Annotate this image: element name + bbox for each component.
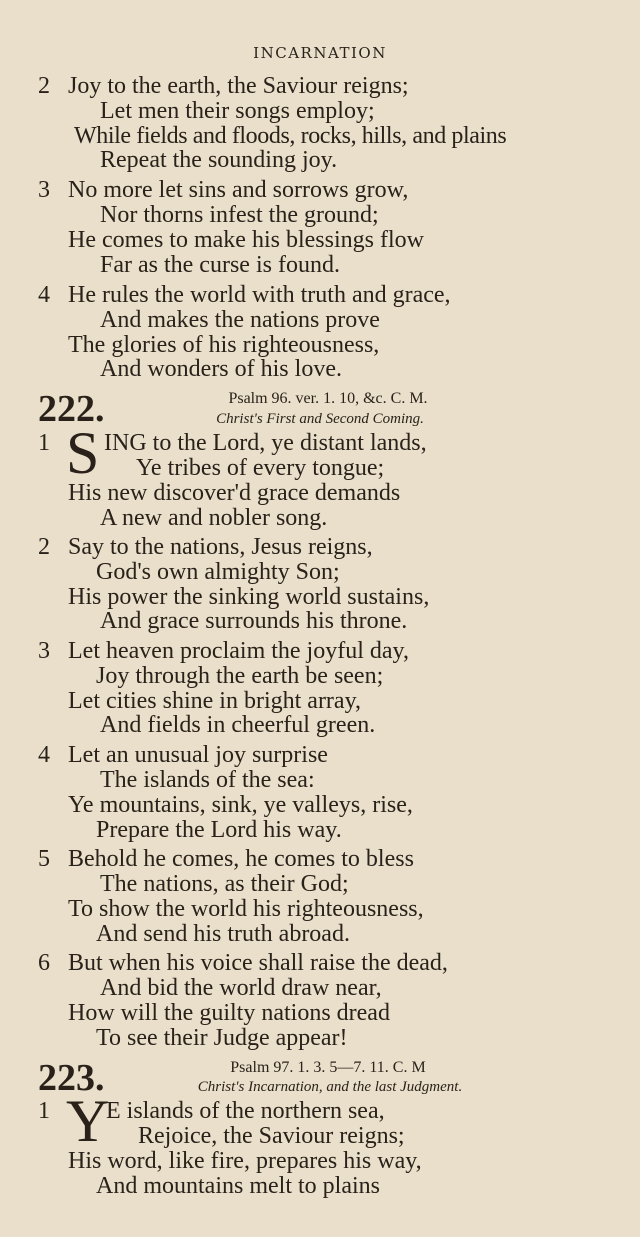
verse-line: Behold he comes, he comes to bless xyxy=(68,846,414,872)
verse-line: Rejoice, the Saviour reigns; xyxy=(138,1123,405,1149)
verse-line: Nor thorns infest the ground; xyxy=(100,202,379,228)
verse-line: And makes the nations prove xyxy=(100,307,380,333)
stanza-number: 5 xyxy=(38,846,50,872)
verse-line: To see their Judge appear! xyxy=(96,1025,348,1051)
stanza-number: 3 xyxy=(38,638,50,664)
hymn-meta: Psalm 97. 1. 3. 5—7. 11. C. M xyxy=(230,1059,426,1076)
verse-line: Let men their songs employ; xyxy=(100,98,375,124)
stanza-number: 1 xyxy=(38,1098,50,1124)
verse-line: While fields and floods, rocks, hills, and plains xyxy=(74,123,507,149)
verse-line: The glories of his righteousness, xyxy=(68,332,380,358)
verse-line: To show the world his righteousness, xyxy=(68,896,424,922)
drop-cap: S xyxy=(66,420,100,486)
verse-line: Ye tribes of every tongue; xyxy=(136,455,385,481)
verse-line: And fields in cheerful green. xyxy=(100,712,376,738)
stanza-number: 6 xyxy=(38,950,50,976)
verse-line: And grace surrounds his throne. xyxy=(100,608,408,634)
verse-line: Joy through the earth be seen; xyxy=(96,663,384,689)
verse-line: E islands of the northern sea, xyxy=(106,1098,385,1124)
hymn-subtitle: Christ's Incarnation, and the last Judgment. xyxy=(197,1079,463,1095)
verse-line: Let cities shine in bright array, xyxy=(68,688,362,714)
verse-line: Joy to the earth, the Saviour reigns; xyxy=(68,73,409,99)
stanza-number: 4 xyxy=(38,742,50,768)
verse-line: His word, like fire, prepares his way, xyxy=(68,1148,422,1174)
hymn-number: 223. xyxy=(38,1057,105,1099)
verse-line: But when his voice shall raise the dead, xyxy=(68,950,448,976)
stanza-number: 4 xyxy=(38,282,50,308)
verse-line: A new and nobler song. xyxy=(100,505,328,531)
verse-line: Say to the nations, Jesus reigns, xyxy=(68,534,373,560)
stanza-number: 2 xyxy=(38,73,50,99)
verse-line: Let an unusual joy surprise xyxy=(68,742,328,768)
verse-line: His new discover'd grace demands xyxy=(68,480,401,506)
hymn-meta: Psalm 96. ver. 1. 10, &c. C. M. xyxy=(228,390,428,407)
verse-line: And send his truth abroad. xyxy=(96,921,350,947)
verse-line: Far as the curse is found. xyxy=(100,252,340,278)
verse-line: God's own almighty Son; xyxy=(96,559,340,585)
verse-line: And wonders of his love. xyxy=(100,356,342,382)
verse-line: Let heaven proclaim the joyful day, xyxy=(68,638,409,664)
verse-line: ING to the Lord, ye distant lands, xyxy=(104,430,427,456)
verse-line: His power the sinking world sustains, xyxy=(68,584,430,610)
running-header: INCARNATION xyxy=(253,44,387,62)
drop-cap: Y xyxy=(66,1088,110,1154)
verse-line: The islands of the sea: xyxy=(100,767,315,793)
stanza-number: 3 xyxy=(38,177,50,203)
hymn-subtitle: Christ's First and Second Coming. xyxy=(216,411,424,427)
verse-line: Ye mountains, sink, ye valleys, rise, xyxy=(68,792,413,818)
stanza-number: 2 xyxy=(38,534,50,560)
stanza-number: 1 xyxy=(38,430,50,456)
verse-line: How will the guilty nations dread xyxy=(68,1000,390,1026)
verse-line: Repeat the sounding joy. xyxy=(100,147,338,173)
verse-line: And mountains melt to plains xyxy=(96,1173,380,1199)
verse-line: He comes to make his blessings flow xyxy=(68,227,424,253)
hymn-number: 222. xyxy=(38,388,105,430)
verse-line: And bid the world draw near, xyxy=(100,975,382,1001)
verse-line: Prepare the Lord his way. xyxy=(96,817,342,843)
verse-line: No more let sins and sorrows grow, xyxy=(68,177,409,203)
verse-line: He rules the world with truth and grace, xyxy=(68,282,451,308)
verse-line: The nations, as their God; xyxy=(100,871,349,897)
